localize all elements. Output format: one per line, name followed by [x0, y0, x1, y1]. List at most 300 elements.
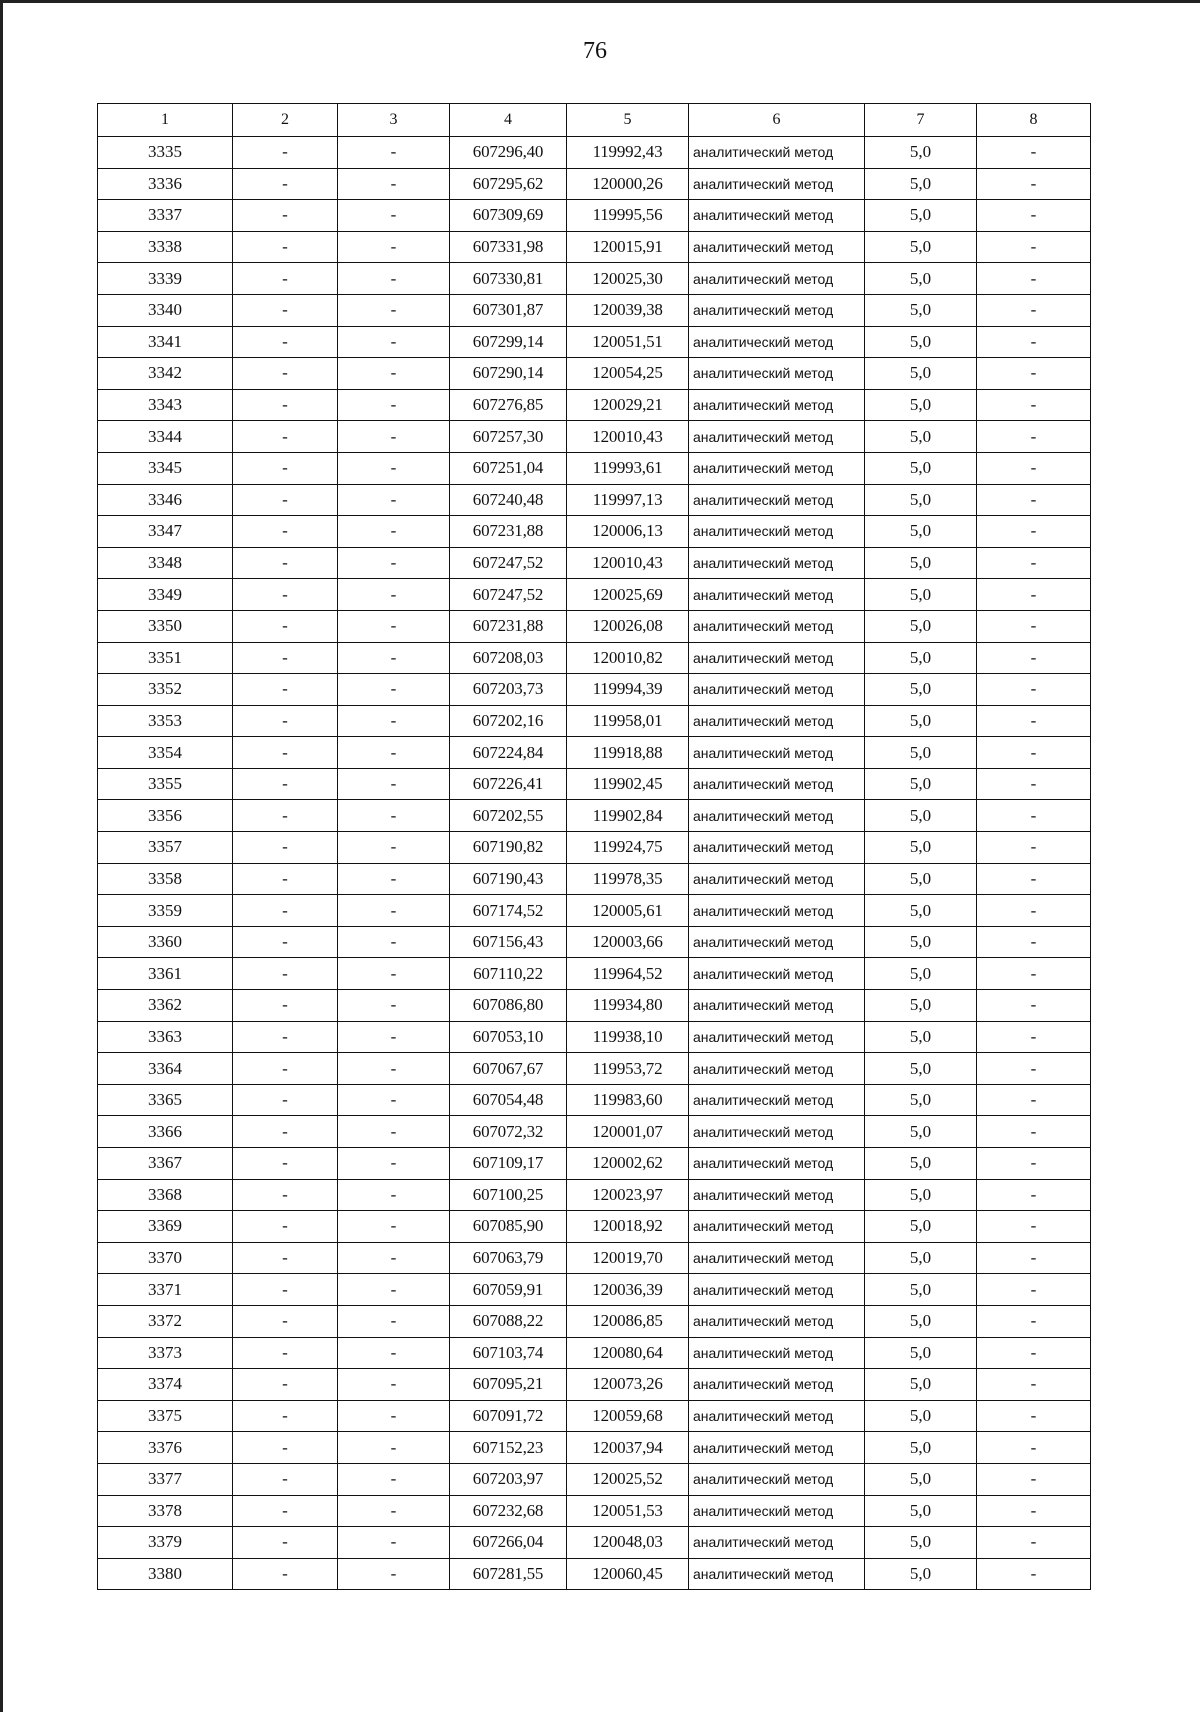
- table-row: [98, 832, 1091, 864]
- col-3-value: -: [338, 1305, 450, 1337]
- col-2-value: -: [233, 231, 338, 263]
- determination-method: аналитический метод: [689, 705, 865, 737]
- col-8-value: -: [977, 452, 1091, 484]
- point-number: 3379: [98, 1527, 233, 1559]
- accuracy-value: 5,0: [865, 1211, 977, 1243]
- col-3-value: -: [338, 737, 450, 769]
- point-number: 3336: [98, 168, 233, 200]
- accuracy-value: 5,0: [865, 895, 977, 927]
- y-coordinate: 120023,97: [567, 1179, 689, 1211]
- table-row: [98, 705, 1091, 737]
- point-number: 3344: [98, 421, 233, 453]
- table-row: [98, 168, 1091, 200]
- x-coordinate: 607063,79: [450, 1242, 567, 1274]
- col-3-value: -: [338, 990, 450, 1022]
- col-8-value: -: [977, 926, 1091, 958]
- determination-method: аналитический метод: [689, 674, 865, 706]
- x-coordinate: 607247,52: [450, 579, 567, 611]
- col-3-value: -: [338, 1148, 450, 1180]
- col-2-value: -: [233, 294, 338, 326]
- col-8-value: -: [977, 1242, 1091, 1274]
- col-2-value: -: [233, 1432, 338, 1464]
- table-row: [98, 863, 1091, 895]
- x-coordinate: 607067,67: [450, 1053, 567, 1085]
- determination-method: аналитический метод: [689, 484, 865, 516]
- table-row: [98, 421, 1091, 453]
- x-coordinate: 607109,17: [450, 1148, 567, 1180]
- determination-method: аналитический метод: [689, 926, 865, 958]
- accuracy-value: 5,0: [865, 200, 977, 232]
- col-3-value: -: [338, 1021, 450, 1053]
- col-2-value: -: [233, 895, 338, 927]
- col-8-value: -: [977, 294, 1091, 326]
- determination-method: аналитический метод: [689, 294, 865, 326]
- x-coordinate: 607266,04: [450, 1527, 567, 1559]
- col-3-value: -: [338, 137, 450, 169]
- col-2-value: -: [233, 137, 338, 169]
- col-3-value: -: [338, 926, 450, 958]
- table-row: [98, 1274, 1091, 1306]
- col-3-value: -: [338, 484, 450, 516]
- accuracy-value: 5,0: [865, 294, 977, 326]
- table-row: [98, 768, 1091, 800]
- point-number: 3335: [98, 137, 233, 169]
- col-3-value: -: [338, 1495, 450, 1527]
- accuracy-value: 5,0: [865, 1527, 977, 1559]
- accuracy-value: 5,0: [865, 1179, 977, 1211]
- col-2-value: -: [233, 1305, 338, 1337]
- point-number: 3373: [98, 1337, 233, 1369]
- y-coordinate: 119994,39: [567, 674, 689, 706]
- accuracy-value: 5,0: [865, 389, 977, 421]
- col-8-value: -: [977, 358, 1091, 390]
- table-row: [98, 516, 1091, 548]
- x-coordinate: 607091,72: [450, 1400, 567, 1432]
- accuracy-value: 5,0: [865, 1369, 977, 1401]
- table-row: [98, 1084, 1091, 1116]
- accuracy-value: 5,0: [865, 579, 977, 611]
- x-coordinate: 607208,03: [450, 642, 567, 674]
- col-8-value: -: [977, 705, 1091, 737]
- x-coordinate: 607231,88: [450, 516, 567, 548]
- col-2-value: -: [233, 168, 338, 200]
- x-coordinate: 607059,91: [450, 1274, 567, 1306]
- determination-method: аналитический метод: [689, 1179, 865, 1211]
- y-coordinate: 120080,64: [567, 1337, 689, 1369]
- point-number: 3357: [98, 832, 233, 864]
- col-3-value: -: [338, 958, 450, 990]
- col-8-value: -: [977, 389, 1091, 421]
- col-2-value: -: [233, 1369, 338, 1401]
- table-row: [98, 1242, 1091, 1274]
- point-number: 3350: [98, 610, 233, 642]
- determination-method: аналитический метод: [689, 958, 865, 990]
- table-row: [98, 579, 1091, 611]
- col-2-value: -: [233, 1495, 338, 1527]
- accuracy-value: 5,0: [865, 1432, 977, 1464]
- table-row: [98, 1179, 1091, 1211]
- accuracy-value: 5,0: [865, 516, 977, 548]
- col-3-value: -: [338, 294, 450, 326]
- point-number: 3347: [98, 516, 233, 548]
- determination-method: аналитический метод: [689, 610, 865, 642]
- col-8-value: -: [977, 1179, 1091, 1211]
- column-header: 2: [233, 104, 338, 137]
- y-coordinate: 120029,21: [567, 389, 689, 421]
- determination-method: аналитический метод: [689, 1148, 865, 1180]
- point-number: 3370: [98, 1242, 233, 1274]
- col-3-value: -: [338, 1084, 450, 1116]
- table-row: [98, 1432, 1091, 1464]
- x-coordinate: 607296,40: [450, 137, 567, 169]
- col-2-value: -: [233, 958, 338, 990]
- table-row: [98, 1463, 1091, 1495]
- determination-method: аналитический метод: [689, 895, 865, 927]
- y-coordinate: 120001,07: [567, 1116, 689, 1148]
- table-row: [98, 1305, 1091, 1337]
- col-3-value: -: [338, 1432, 450, 1464]
- determination-method: аналитический метод: [689, 1369, 865, 1401]
- determination-method: аналитический метод: [689, 800, 865, 832]
- col-2-value: -: [233, 926, 338, 958]
- table-row: [98, 547, 1091, 579]
- table-row: [98, 990, 1091, 1022]
- accuracy-value: 5,0: [865, 326, 977, 358]
- col-3-value: -: [338, 1274, 450, 1306]
- x-coordinate: 607190,43: [450, 863, 567, 895]
- x-coordinate: 607053,10: [450, 1021, 567, 1053]
- table-body: [98, 137, 1091, 1590]
- x-coordinate: 607330,81: [450, 263, 567, 295]
- y-coordinate: 120026,08: [567, 610, 689, 642]
- point-number: 3342: [98, 358, 233, 390]
- col-3-value: -: [338, 547, 450, 579]
- accuracy-value: 5,0: [865, 1400, 977, 1432]
- table-row: [98, 358, 1091, 390]
- x-coordinate: 607226,41: [450, 768, 567, 800]
- col-3-value: -: [338, 1558, 450, 1590]
- y-coordinate: 120010,82: [567, 642, 689, 674]
- col-3-value: -: [338, 800, 450, 832]
- col-8-value: -: [977, 1558, 1091, 1590]
- col-8-value: -: [977, 137, 1091, 169]
- point-number: 3372: [98, 1305, 233, 1337]
- point-number: 3352: [98, 674, 233, 706]
- table-row: [98, 958, 1091, 990]
- point-number: 3361: [98, 958, 233, 990]
- point-number: 3369: [98, 1211, 233, 1243]
- page-border-top: [0, 0, 1200, 3]
- point-number: 3356: [98, 800, 233, 832]
- col-8-value: -: [977, 547, 1091, 579]
- col-3-value: -: [338, 358, 450, 390]
- accuracy-value: 5,0: [865, 705, 977, 737]
- y-coordinate: 119934,80: [567, 990, 689, 1022]
- table-row: [98, 1211, 1091, 1243]
- point-number: 3380: [98, 1558, 233, 1590]
- col-8-value: -: [977, 579, 1091, 611]
- point-number: 3349: [98, 579, 233, 611]
- col-3-value: -: [338, 389, 450, 421]
- col-2-value: -: [233, 389, 338, 421]
- col-2-value: -: [233, 1400, 338, 1432]
- y-coordinate: 120025,52: [567, 1463, 689, 1495]
- col-8-value: -: [977, 800, 1091, 832]
- point-number: 3378: [98, 1495, 233, 1527]
- col-2-value: -: [233, 326, 338, 358]
- col-8-value: -: [977, 1369, 1091, 1401]
- point-number: 3376: [98, 1432, 233, 1464]
- col-2-value: -: [233, 1463, 338, 1495]
- accuracy-value: 5,0: [865, 610, 977, 642]
- table-row: [98, 1400, 1091, 1432]
- point-number: 3359: [98, 895, 233, 927]
- determination-method: аналитический метод: [689, 1495, 865, 1527]
- accuracy-value: 5,0: [865, 737, 977, 769]
- col-8-value: -: [977, 421, 1091, 453]
- page-number: 76: [583, 38, 607, 64]
- point-number: 3364: [98, 1053, 233, 1085]
- y-coordinate: 119902,45: [567, 768, 689, 800]
- determination-method: аналитический метод: [689, 137, 865, 169]
- point-number: 3339: [98, 263, 233, 295]
- y-coordinate: 119995,56: [567, 200, 689, 232]
- y-coordinate: 120037,94: [567, 1432, 689, 1464]
- y-coordinate: 120048,03: [567, 1527, 689, 1559]
- col-8-value: -: [977, 168, 1091, 200]
- accuracy-value: 5,0: [865, 358, 977, 390]
- x-coordinate: 607103,74: [450, 1337, 567, 1369]
- accuracy-value: 5,0: [865, 926, 977, 958]
- col-3-value: -: [338, 863, 450, 895]
- col-3-value: -: [338, 1053, 450, 1085]
- col-2-value: -: [233, 516, 338, 548]
- col-2-value: -: [233, 547, 338, 579]
- table-row: [98, 1369, 1091, 1401]
- accuracy-value: 5,0: [865, 674, 977, 706]
- coordinates-table: [97, 103, 1091, 1590]
- col-3-value: -: [338, 610, 450, 642]
- point-number: 3374: [98, 1369, 233, 1401]
- x-coordinate: 607095,21: [450, 1369, 567, 1401]
- column-header: 6: [689, 104, 865, 137]
- x-coordinate: 607152,23: [450, 1432, 567, 1464]
- table-row: [98, 200, 1091, 232]
- col-2-value: -: [233, 1021, 338, 1053]
- x-coordinate: 607276,85: [450, 389, 567, 421]
- col-2-value: -: [233, 358, 338, 390]
- point-number: 3362: [98, 990, 233, 1022]
- col-3-value: -: [338, 579, 450, 611]
- determination-method: аналитический метод: [689, 1400, 865, 1432]
- accuracy-value: 5,0: [865, 1337, 977, 1369]
- table-row: [98, 642, 1091, 674]
- point-number: 3340: [98, 294, 233, 326]
- y-coordinate: 120060,45: [567, 1558, 689, 1590]
- determination-method: аналитический метод: [689, 1337, 865, 1369]
- point-number: 3377: [98, 1463, 233, 1495]
- x-coordinate: 607072,32: [450, 1116, 567, 1148]
- col-8-value: -: [977, 1053, 1091, 1085]
- y-coordinate: 119924,75: [567, 832, 689, 864]
- col-8-value: -: [977, 326, 1091, 358]
- determination-method: аналитический метод: [689, 579, 865, 611]
- table-row: [98, 1021, 1091, 1053]
- col-3-value: -: [338, 421, 450, 453]
- col-8-value: -: [977, 642, 1091, 674]
- x-coordinate: 607174,52: [450, 895, 567, 927]
- table-row: [98, 1148, 1091, 1180]
- col-3-value: -: [338, 1211, 450, 1243]
- col-3-value: -: [338, 516, 450, 548]
- table-row: [98, 895, 1091, 927]
- table-row: [98, 294, 1091, 326]
- col-2-value: -: [233, 1053, 338, 1085]
- determination-method: аналитический метод: [689, 1305, 865, 1337]
- accuracy-value: 5,0: [865, 547, 977, 579]
- col-3-value: -: [338, 1242, 450, 1274]
- col-8-value: -: [977, 1021, 1091, 1053]
- y-coordinate: 119958,01: [567, 705, 689, 737]
- point-number: 3348: [98, 547, 233, 579]
- point-number: 3367: [98, 1148, 233, 1180]
- determination-method: аналитический метод: [689, 358, 865, 390]
- col-8-value: -: [977, 1400, 1091, 1432]
- x-coordinate: 607203,97: [450, 1463, 567, 1495]
- x-coordinate: 607299,14: [450, 326, 567, 358]
- y-coordinate: 120036,39: [567, 1274, 689, 1306]
- col-2-value: -: [233, 1242, 338, 1274]
- col-3-value: -: [338, 452, 450, 484]
- col-8-value: -: [977, 674, 1091, 706]
- col-2-value: -: [233, 674, 338, 706]
- determination-method: аналитический метод: [689, 1053, 865, 1085]
- accuracy-value: 5,0: [865, 800, 977, 832]
- col-2-value: -: [233, 1211, 338, 1243]
- determination-method: аналитический метод: [689, 1463, 865, 1495]
- y-coordinate: 119938,10: [567, 1021, 689, 1053]
- y-coordinate: 120005,61: [567, 895, 689, 927]
- col-3-value: -: [338, 231, 450, 263]
- table-header-row: [98, 104, 1091, 137]
- x-coordinate: 607281,55: [450, 1558, 567, 1590]
- point-number: 3343: [98, 389, 233, 421]
- col-8-value: -: [977, 1527, 1091, 1559]
- determination-method: аналитический метод: [689, 990, 865, 1022]
- determination-method: аналитический метод: [689, 1527, 865, 1559]
- col-8-value: -: [977, 990, 1091, 1022]
- determination-method: аналитический метод: [689, 326, 865, 358]
- determination-method: аналитический метод: [689, 231, 865, 263]
- y-coordinate: 119983,60: [567, 1084, 689, 1116]
- column-header: 5: [567, 104, 689, 137]
- column-header: 3: [338, 104, 450, 137]
- x-coordinate: 607290,14: [450, 358, 567, 390]
- col-2-value: -: [233, 1274, 338, 1306]
- col-3-value: -: [338, 1463, 450, 1495]
- accuracy-value: 5,0: [865, 1053, 977, 1085]
- accuracy-value: 5,0: [865, 768, 977, 800]
- table-row: [98, 737, 1091, 769]
- col-3-value: -: [338, 1116, 450, 1148]
- col-8-value: -: [977, 1432, 1091, 1464]
- col-2-value: -: [233, 200, 338, 232]
- accuracy-value: 5,0: [865, 1021, 977, 1053]
- col-2-value: -: [233, 737, 338, 769]
- col-8-value: -: [977, 1274, 1091, 1306]
- accuracy-value: 5,0: [865, 990, 977, 1022]
- col-8-value: -: [977, 1148, 1091, 1180]
- col-2-value: -: [233, 705, 338, 737]
- col-8-value: -: [977, 832, 1091, 864]
- y-coordinate: 120010,43: [567, 421, 689, 453]
- col-8-value: -: [977, 1305, 1091, 1337]
- x-coordinate: 607257,30: [450, 421, 567, 453]
- x-coordinate: 607331,98: [450, 231, 567, 263]
- table-row: [98, 610, 1091, 642]
- col-8-value: -: [977, 1211, 1091, 1243]
- table-row: [98, 452, 1091, 484]
- accuracy-value: 5,0: [865, 1084, 977, 1116]
- y-coordinate: 120059,68: [567, 1400, 689, 1432]
- determination-method: аналитический метод: [689, 1242, 865, 1274]
- point-number: 3338: [98, 231, 233, 263]
- col-2-value: -: [233, 1558, 338, 1590]
- table-row: [98, 263, 1091, 295]
- determination-method: аналитический метод: [689, 1558, 865, 1590]
- column-header: 1: [98, 104, 233, 137]
- x-coordinate: 607231,88: [450, 610, 567, 642]
- col-3-value: -: [338, 1400, 450, 1432]
- x-coordinate: 607054,48: [450, 1084, 567, 1116]
- col-8-value: -: [977, 484, 1091, 516]
- col-3-value: -: [338, 168, 450, 200]
- col-8-value: -: [977, 768, 1091, 800]
- col-2-value: -: [233, 642, 338, 674]
- point-number: 3346: [98, 484, 233, 516]
- column-header: 8: [977, 104, 1091, 137]
- col-2-value: -: [233, 832, 338, 864]
- y-coordinate: 119918,88: [567, 737, 689, 769]
- point-number: 3368: [98, 1179, 233, 1211]
- col-2-value: -: [233, 1116, 338, 1148]
- table-row: [98, 1116, 1091, 1148]
- point-number: 3337: [98, 200, 233, 232]
- table-row: [98, 484, 1091, 516]
- x-coordinate: 607203,73: [450, 674, 567, 706]
- table-row: [98, 674, 1091, 706]
- col-2-value: -: [233, 579, 338, 611]
- col-2-value: -: [233, 263, 338, 295]
- table-row: [98, 1495, 1091, 1527]
- accuracy-value: 5,0: [865, 1116, 977, 1148]
- x-coordinate: 607202,16: [450, 705, 567, 737]
- col-8-value: -: [977, 1463, 1091, 1495]
- col-8-value: -: [977, 1116, 1091, 1148]
- page-border-left: [0, 0, 3, 1712]
- point-number: 3341: [98, 326, 233, 358]
- determination-method: аналитический метод: [689, 642, 865, 674]
- accuracy-value: 5,0: [865, 168, 977, 200]
- y-coordinate: 120018,92: [567, 1211, 689, 1243]
- col-8-value: -: [977, 958, 1091, 990]
- determination-method: аналитический метод: [689, 1116, 865, 1148]
- point-number: 3358: [98, 863, 233, 895]
- col-2-value: -: [233, 1084, 338, 1116]
- point-number: 3360: [98, 926, 233, 958]
- y-coordinate: 120025,69: [567, 579, 689, 611]
- y-coordinate: 119978,35: [567, 863, 689, 895]
